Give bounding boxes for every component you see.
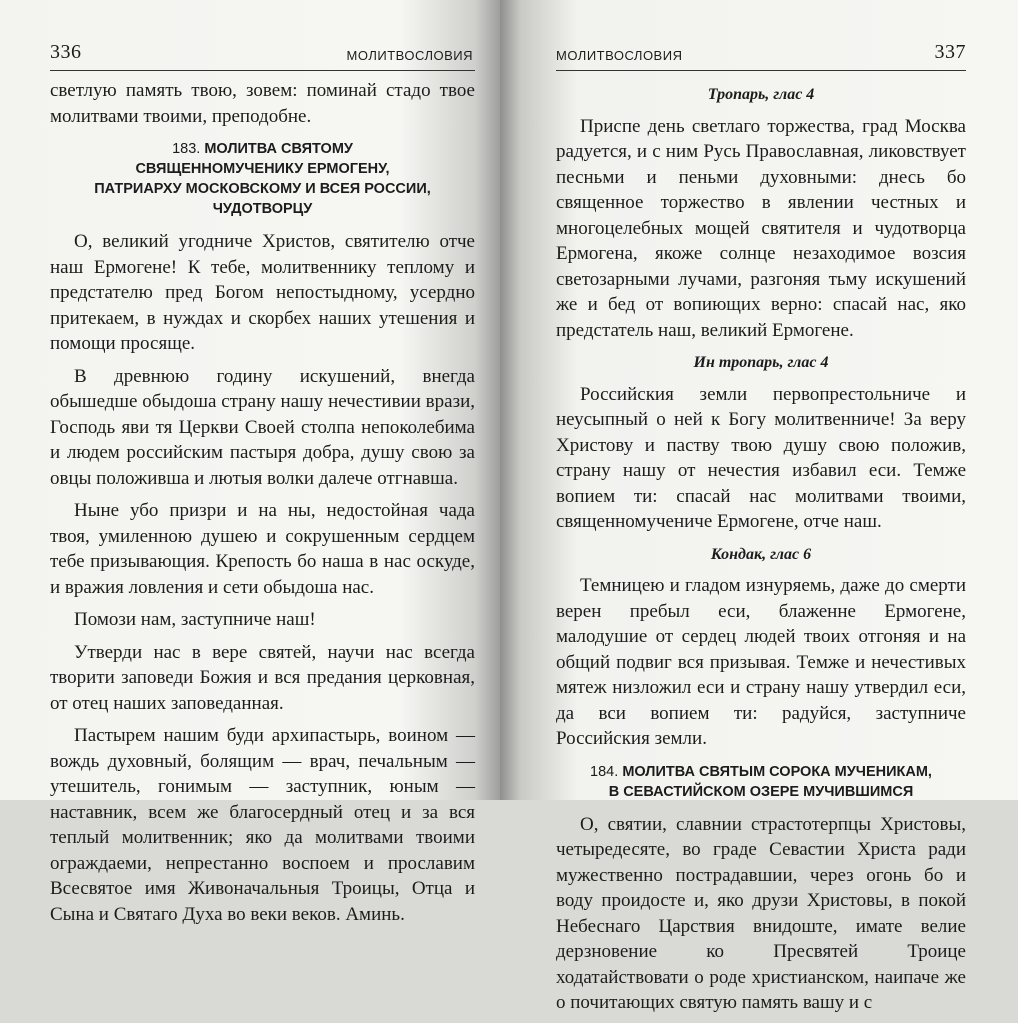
- prayer-title-line: СВЯЩЕННОМУЧЕНИКУ ЕРМОГЕНУ,: [135, 161, 390, 177]
- prayer-183-heading: [50, 139, 475, 219]
- paragraph: Пастырем нашим буди архипастырь, воином — вождь духовный, болящим — врач, печальным — утешитель, гонимым — заступник, юным — наставник, всем же благосердный отец и за вся теплый молитвенник; яко да молитвами твоими ограждаеми, непрестанно воспоем и прославим Всесвятое имя Живоначальныя Троицы, Отца и Сына и Святаго Духа во веки веков. Аминь.: [50, 725, 475, 925]
- prayer-number: 183.: [172, 141, 201, 157]
- right-section-title: МОЛИТВОСЛОВИЯ: [556, 48, 683, 63]
- paragraph: светлую память твою, зовем: поминай стадо твое молитвами твоими, преподобне.: [50, 80, 475, 127]
- prayer-title-line: В СЕВАСТИЙСКОМ ОЗЕРЕ МУЧИВШИМСЯ: [608, 783, 914, 800]
- left-page-text: [50, 78, 475, 934]
- prayer-title-line: ПАТРИАРХУ МОСКОВСКОМУ И ВСЕЯ РОССИИ,: [94, 181, 431, 197]
- troparion-heading: Тропарь, глас 4: [707, 86, 815, 103]
- left-running-head: [50, 41, 475, 71]
- right-page: [500, 0, 1018, 1013]
- other-troparion-heading: Ин тропарь, глас 4: [693, 354, 829, 371]
- prayer-title-line: ЧУДОТВОРЦУ: [212, 201, 313, 217]
- left-page-number: 336: [50, 41, 82, 63]
- prayer-number: 184.: [590, 763, 619, 780]
- prayer-title-line: МОЛИТВА СВЯТЫМ СОРОКА МУЧЕНИКАМ,: [622, 763, 932, 780]
- paragraph: Российския земли первопрестольниче и неусыпный о ней к Богу молитвенниче! За веру Христову и паству твою душу свою положив, страну нашу от нечестия избавил еси. Темже вопием ти: спасай нас молитвами твоими, священномучениче Ермогене, отче наш.: [556, 383, 966, 532]
- paragraph: Помози нам, заступниче наш!: [74, 609, 316, 630]
- kontakion-heading: Кондак, глас 6: [710, 545, 812, 563]
- paragraph: Утверди нас в вере святей, научи нас всегда творити заповеди Божия и вся предания церковная, от отец наших заповеданная.: [50, 641, 475, 714]
- prayer-184-heading: [556, 762, 966, 802]
- right-page-text: [556, 78, 966, 1023]
- paragraph: Темницею и гладом изнуряемь, даже до смерти верен пребыл еси, блаженне Ермогене, малодушие от сердец людей твоих отгоняя и на общий подвиг вся призывая. Темже и нечестивых мятеж низложил еси и страну нашу утвердил еси, да вси вопием ти: радуйся, заступниче Российския земли.: [556, 575, 966, 749]
- right-running-head: [556, 41, 966, 71]
- paragraph: Приспе день светлаго торжества, град Москва радуется, и с ним Русь Православная, ликовствует песньми и пеньми духовными: днесь бо священное торжество в явлении честных и многоцелебных мощей святителя и чудотворца Ермогена, якоже солнце незаходимое возсия светозарными лучами, разгоняя тьму искушений же и бед от вопиющих верно: спасай нас, яко предстатель наш, великий Ермогене.: [556, 115, 966, 341]
- prayer-title-line: МОЛИТВА СВЯТОМУ: [204, 141, 353, 157]
- paragraph: Ныне убо призри и на ны, недостойная чада твоя, умиленною душею и сокрушенным сердцем тебе призывающия. Крепость бо наша в нас оскуде, и вражия ловления и сети обыдоша нас.: [50, 500, 475, 598]
- paragraph: О, великий угодниче Христов, святителю отче наш Ермогене! К тебе, молитвеннику теплому и предстателю пред Богом непостыдному, усердно притекаем, в нуждах и скорбех наших утешения и помощи просяще.: [50, 231, 475, 354]
- right-page-number: 337: [934, 41, 966, 63]
- paragraph: В древнюю годину искушений, внегда обышедше обыдоша страну нашу нечестивии врази, Господь яви тя Церкви Своей столпа непоколебима и людем российским пастыря добра, душу свою за овцы положивша и лютыя волки далече отгнавша.: [50, 365, 475, 489]
- left-section-title: МОЛИТВОСЛОВИЯ: [346, 48, 473, 63]
- left-page: [0, 0, 500, 925]
- paragraph: О, святии, славнии страстотерпцы Христовы, четыредесяте, во граде Севастии Христа ради мужественно пострадавшии, через огонь бо и воду проидосте и, яко друзи Христовы, в покой Небеснаго Царствия внидоште, имате велие дерзновение ко Пресвятей Троице ходатайствовати о роде христианском, наипаче же о почитающих святую память вашу и с: [556, 813, 966, 1013]
